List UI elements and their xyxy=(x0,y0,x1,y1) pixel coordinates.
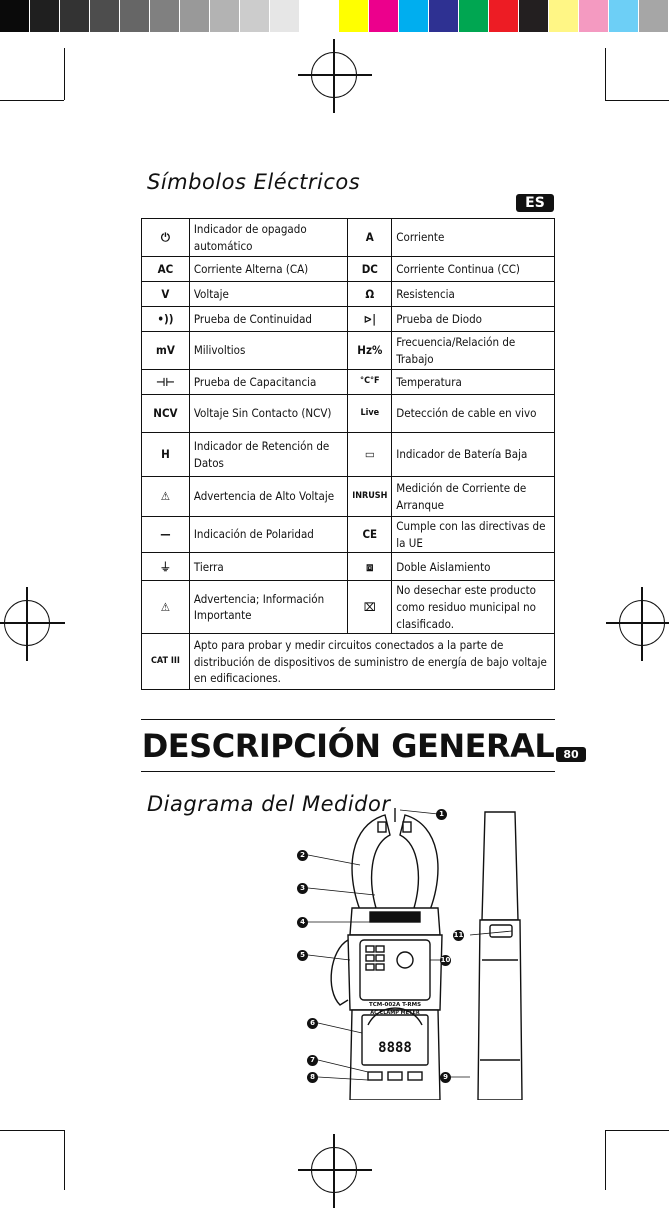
symbol-row xyxy=(142,553,555,581)
symbol-row xyxy=(142,581,555,634)
device-panel-label: AC CLAMP METER xyxy=(370,1010,420,1016)
millivolt-icon: mV xyxy=(142,332,190,370)
symbol-description: Corriente Alterna (CA) xyxy=(189,257,347,282)
electrical-symbols-table xyxy=(141,218,555,690)
symbol-description: Detección de cable en vivo xyxy=(392,395,555,433)
callout-4: 4 xyxy=(297,917,308,928)
symbol-description: Medición de Corriente de Arranque xyxy=(392,477,555,517)
color-swatch xyxy=(429,0,459,32)
divider-top xyxy=(141,719,555,720)
registration-mark-left xyxy=(4,600,50,646)
device-brand-label: TERMEN xyxy=(378,924,412,932)
warning-icon: ⚠ xyxy=(142,581,190,634)
callout-10: 10 xyxy=(440,956,451,964)
callout-6: 6 xyxy=(307,1018,318,1029)
symbol-row xyxy=(142,257,555,282)
symbol-description: Frecuencia/Relación de Trabajo xyxy=(392,332,555,370)
divider-bottom xyxy=(141,771,555,772)
callout-8: 8 xyxy=(307,1072,318,1083)
crop-mark xyxy=(0,1130,64,1131)
symbol-description: Indicación de Polaridad xyxy=(189,517,347,553)
meter-diagram xyxy=(290,800,550,1100)
page-number-badge: 80 xyxy=(556,747,586,762)
color-swatch xyxy=(549,0,579,32)
color-swatch xyxy=(519,0,549,32)
high-voltage-warning-icon: ⚠ xyxy=(142,477,190,517)
registration-mark-right xyxy=(619,600,665,646)
color-calibration-bar xyxy=(0,0,669,32)
current-icon: A xyxy=(348,219,392,257)
crop-mark xyxy=(0,100,64,101)
diode-icon: ⊳| xyxy=(348,307,392,332)
overview-title: DESCRIPCIÓN GENERAL xyxy=(141,727,555,765)
direct-current-icon: DC xyxy=(348,257,392,282)
symbol-row xyxy=(142,282,555,307)
color-swatch xyxy=(120,0,150,32)
symbol-description: Corriente Continua (CC) xyxy=(392,257,555,282)
symbol-description: Corriente xyxy=(392,219,555,257)
cat-iii-row xyxy=(142,634,555,690)
color-swatch xyxy=(60,0,90,32)
color-swatch xyxy=(240,0,270,32)
alternating-current-icon: AC xyxy=(142,257,190,282)
inrush-icon: INRUSH xyxy=(348,477,392,517)
callout-11: 11 xyxy=(453,931,464,939)
symbol-description: No desechar este producto como residuo municipal no clasificado. xyxy=(392,581,555,634)
crop-mark xyxy=(605,1130,606,1190)
meter-diagram-title: Diagrama del Medidor xyxy=(147,792,391,816)
data-hold-icon: H xyxy=(142,433,190,477)
crop-mark xyxy=(605,48,606,100)
symbol-row xyxy=(142,307,555,332)
symbol-description: Tierra xyxy=(189,553,347,581)
symbol-description: Advertencia de Alto Voltaje xyxy=(189,477,347,517)
colorbar-gap xyxy=(330,0,339,32)
device-display-digits: 8888 xyxy=(378,1040,412,1056)
auto-power-off-icon: ⏻ xyxy=(142,219,190,257)
color-swatch xyxy=(639,0,669,32)
symbol-description: Doble Aislamiento xyxy=(392,553,555,581)
symbol-description: Advertencia; Información Importante xyxy=(189,581,347,634)
double-insulation-icon: ⧈ xyxy=(348,553,392,581)
capacitance-icon: ⊣⊢ xyxy=(142,370,190,395)
crop-mark xyxy=(64,48,65,100)
callout-2: 2 xyxy=(297,850,308,861)
symbol-row xyxy=(142,433,555,477)
crop-mark xyxy=(605,1130,669,1131)
color-swatch xyxy=(0,0,30,32)
color-swatch xyxy=(579,0,609,32)
ground-icon: ⏚ xyxy=(142,553,190,581)
color-swatch xyxy=(210,0,240,32)
polarity-icon: — xyxy=(142,517,190,553)
symbol-row xyxy=(142,370,555,395)
crop-mark xyxy=(64,1130,65,1190)
live-wire-icon: Live xyxy=(348,395,392,433)
callout-7: 7 xyxy=(307,1055,318,1066)
symbol-row xyxy=(142,332,555,370)
cat-iii-description: Apto para probar y medir circuitos conectados a la parte de distribución de dispositivos de suministro de energía de bajo voltaje en edificaciones. xyxy=(189,634,554,690)
symbols-section-title: Símbolos Eléctricos xyxy=(147,170,361,194)
callout-9: 9 xyxy=(440,1072,451,1083)
language-badge: ES xyxy=(516,194,554,212)
cat-iii-icon: CAT III xyxy=(142,634,190,690)
symbol-description: Prueba de Diodo xyxy=(392,307,555,332)
symbol-description: Voltaje Sin Contacto (NCV) xyxy=(189,395,347,433)
continuity-icon: •)) xyxy=(142,307,190,332)
voltage-icon: V xyxy=(142,282,190,307)
resistance-icon: Ω xyxy=(348,282,392,307)
color-swatch xyxy=(609,0,639,32)
color-swatch xyxy=(489,0,519,32)
color-swatch xyxy=(150,0,180,32)
symbol-description: Temperatura xyxy=(392,370,555,395)
low-battery-icon: ▭ xyxy=(348,433,392,477)
color-swatch xyxy=(90,0,120,32)
symbol-description: Milivoltios xyxy=(189,332,347,370)
color-swatch xyxy=(459,0,489,32)
clamp-meter-illustration xyxy=(290,800,550,1100)
symbol-row xyxy=(142,477,555,517)
crop-mark xyxy=(605,100,669,101)
color-swatch xyxy=(300,0,330,32)
symbol-row xyxy=(142,219,555,257)
color-swatch xyxy=(399,0,429,32)
ce-mark-icon: CE xyxy=(348,517,392,553)
registration-mark-bottom xyxy=(311,1147,357,1193)
device-model-label: TCM-002A T-RMS xyxy=(368,1002,422,1008)
symbol-description: Voltaje xyxy=(189,282,347,307)
color-swatch xyxy=(30,0,60,32)
temperature-icon: °C°F xyxy=(348,370,392,395)
symbol-description: Cumple con las directivas de la UE xyxy=(392,517,555,553)
symbol-row xyxy=(142,395,555,433)
color-swatch xyxy=(339,0,369,32)
symbol-description: Prueba de Capacitancia xyxy=(189,370,347,395)
symbol-description: Prueba de Continuidad xyxy=(189,307,347,332)
callout-5: 5 xyxy=(297,950,308,961)
callout-1: 1 xyxy=(436,809,447,820)
symbol-description: Indicador de Batería Baja xyxy=(392,433,555,477)
color-swatch xyxy=(180,0,210,32)
symbol-description: Resistencia xyxy=(392,282,555,307)
symbol-description: Indicador de Retención de Datos xyxy=(189,433,347,477)
registration-mark-top xyxy=(311,52,357,98)
ncv-icon: NCV xyxy=(142,395,190,433)
weee-bin-icon: ⌧ xyxy=(348,581,392,634)
symbol-description: Indicador de opagado automático xyxy=(189,219,347,257)
callout-3: 3 xyxy=(297,883,308,894)
color-swatch xyxy=(270,0,300,32)
symbol-row xyxy=(142,517,555,553)
color-swatch xyxy=(369,0,399,32)
frequency-icon: Hz% xyxy=(348,332,392,370)
